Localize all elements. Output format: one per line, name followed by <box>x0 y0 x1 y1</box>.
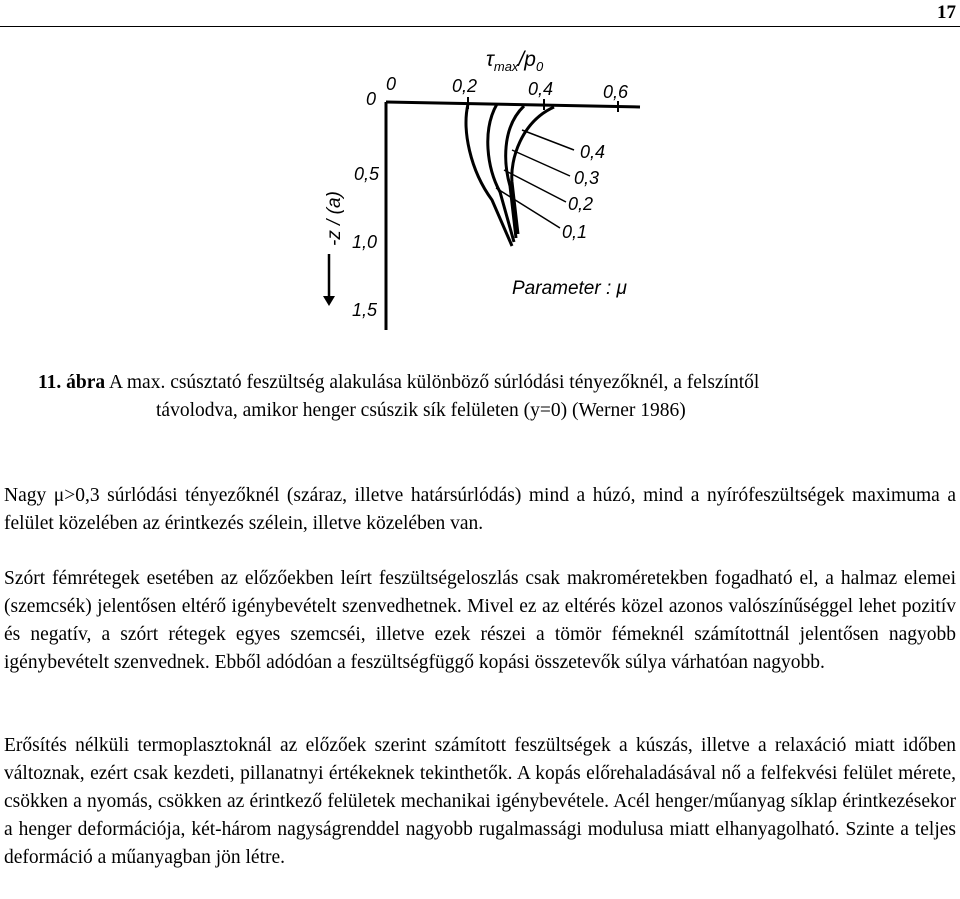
curve-label-mu-0-3: 0,3 <box>574 168 600 188</box>
curve-mu-0-4 <box>512 107 554 234</box>
x-axis-title-tau: τ <box>486 48 494 71</box>
y-tick-label: 1,5 <box>352 300 378 320</box>
y-axis-title: -z / (a) <box>324 191 345 246</box>
y-tick-label: 1,0 <box>352 232 378 252</box>
paragraph: Nagy μ>0,3 súrlódási tényezőknél (száraz, illetve határsúrlódás) mind a húzó, mind a nyírófeszültségek maximuma a felület közelében az érintkezés szélein, illetve közelében van. <box>4 485 956 534</box>
header-rule <box>0 26 960 27</box>
x-axis-title-rest: /p <box>518 48 536 71</box>
x-tick-label: 0,4 <box>528 79 554 99</box>
page-number: 17 <box>937 2 956 23</box>
curve-label-mu-0-2: 0,2 <box>568 194 594 214</box>
x-tick-label: 0,2 <box>452 76 478 96</box>
stress-distribution-figure <box>300 40 680 330</box>
surface-line <box>386 102 640 107</box>
figure-caption-label: 11. ábra <box>38 372 106 393</box>
curve-label-mu-0-1: 0,1 <box>562 222 588 242</box>
pointer-line-mu-0-3 <box>512 150 570 176</box>
pointer-line-mu-0-4 <box>522 130 574 150</box>
figure-caption <box>38 369 938 425</box>
y-tick-label: 0,5 <box>354 164 380 184</box>
x-tick-label: 0 <box>386 74 397 94</box>
y-tick-label: 0 <box>366 89 377 109</box>
x-axis-title <box>486 48 544 74</box>
figure-caption-line2: távolodva, amikor henger csúszik sík felületen (y=0) (Werner 1986) <box>156 400 686 421</box>
figure-caption-line1: A max. csúsztató feszültség alakulása különböző súrlódási tényezőknél, a felszíntől <box>105 372 760 393</box>
x-axis-title-sub2: 0 <box>535 59 544 74</box>
paragraph: Erősítés nélküli termoplasztoknál az előzőek szerint számított feszültségek a kúszás, illetve a relaxáció miatt időben változnak, ezért csak kezdeti, pillanatnyi értékeknek tekinthetők. A kopás előrehaladásával nő a felfekvési felület mérete, csökken a nyomás, csökken az érintkező felületek mechanikai igénybevétele. Acél henger/műanyag síklap érintkezésekor a henger deformációja, két-három nagyságrenddel nagyobb rugalmassági modulusa miatt elhanyagolható. Szinte a teljes deformáció a műanyagban jön létre. <box>4 735 956 868</box>
paragraph: Szórt fémrétegek esetében az előzőekben leírt feszültségeloszlás csak makroméretekben fogadható el, a halmaz elemei (szemcsék) jelentősen eltérő igénybevételt szenvedhetnek. Mivel ez az eltérés közel azonos valószínűséggel lehet pozitív és negatív, a szórt rétegek egyes szemcséi, illetve ezek részei a tömör fémeknél számítottnál jelentősen nagyobb igénybevételt szenvednek. Ebből adódóan a feszültségfüggő kopási összetevők súlya várhatóan nagyobb. <box>4 568 956 673</box>
x-tick-label: 0,6 <box>603 82 629 102</box>
parameter-label: Parameter : μ <box>512 278 627 299</box>
depth-arrow <box>323 254 335 306</box>
curve-label-mu-0-4: 0,4 <box>580 142 606 162</box>
x-axis-title-sub: max <box>493 59 519 74</box>
